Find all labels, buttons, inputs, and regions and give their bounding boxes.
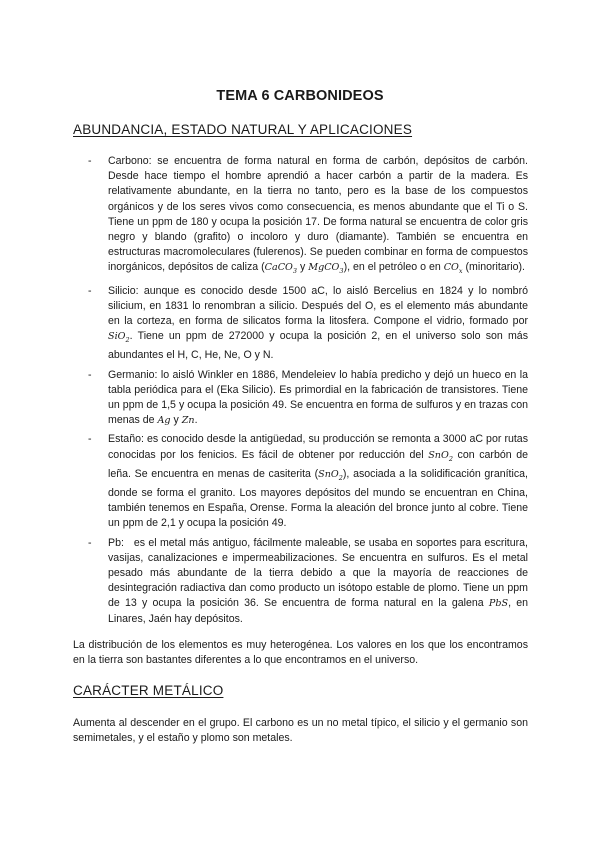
list-item-silicio: - Silicio: aunque es conocido desde 1500 aC, lo aisló Bercelius en 1824 y lo nombró silicium, en 1831 lo renombran a silicio. Después del O, es el elemento más abundante en la corteza, en forma de silicatos forma la litosfera. Compone el vidrio, formado por SiO$_2$. Tiene un ppm de 272000 y ocupa la posición 2, en el universo solo son más abundantes el H, C, He, Ne, O y N. xyxy=(88,284,528,362)
formula-sio2: SiO$_2$ xyxy=(108,331,130,345)
bullet-dash: - xyxy=(88,284,92,297)
list-item-germanio: - Germanio: lo aisló Winkler en 1886, Mendeleiev lo había predicho y dejó un hueco en la tabla periódica para el (Eka Silicio). Es primordial en la fabricación de transistores. Tiene un ppm de 1,5 y ocupa la posición 49. Se encuentra en forma de sulfuros y en trazas con menas de Ag y Zn. xyxy=(88,368,528,427)
formula-zn: Zn xyxy=(181,415,195,427)
bullet-dash: - xyxy=(88,155,92,167)
formula-caco3: CaCO$_3$ xyxy=(264,262,298,276)
list-item-estano: - Estaño: es conocido desde la antigüedad, su producción se remonta a 3000 aC por rutas conocidas por los fenicios. Es fácil de obtener por reducción del SnO$_2$ con carbón de leña. Se encuentra en menas de casiterita (SnO$_2$), asociada a la solidificación granítica, donde se forma el granito. Los mayores depósitos del mundo se encuentran en China, también tenemos en España, Orense. Forma la aleación del bronce junto al cobre. Tiene un ppm de 2,1 y ocupa la posición 49. xyxy=(88,433,528,530)
bullet-dash: - xyxy=(88,536,92,549)
bullet-dash: - xyxy=(88,368,92,381)
bullet-dash: - xyxy=(88,433,92,446)
list-item-plomo: - Pb: es el metal más antiguo, fácilmente maleable, se usaba en soportes para escritura, vasijas, canalizaciones e impermeabilizaciones. Se encuentra en sulfuros. Es el metal pesado más abundante de la tierra debido a que la mayoría de reacciones de desintegración radiactiva dan como producto un isótopo estable de plomo. Tiene un ppm de 13 y ocupa la posición 36. Se encuentra de forma natural en la galena PbS, en Linares, Jaén hay depósitos. xyxy=(88,536,528,625)
formula-pbs: PbS xyxy=(488,598,509,610)
document-title: TEMA 6 CARBONIDEOS xyxy=(216,88,384,104)
list-item-carbono: - Carbono: se encuentra de forma natural en forma de carbón, depósitos de carbón. Desde hace tiempo el hombre aprendió a hacer carbón a partir de la madera. Es relativamente abundante, en la tierra no tanto, pero es la base de los compuestos orgánicos y de los seres vivos como consecuencia, es menos abundante que el Ti o S. Tiene un ppm de 180 y ocupa la posición 17. De forma natural se encuentra de color gris negro y blando (grafito) o incoloro y duro (diamante). También se encuentra en estructuras macromoleculares (fulerenos). Se pueden combinar en forma de compuestos inorgánicos, depósitos de caliza (CaCO$_3$ y MgCO$_3$), en el petróleo o en $CO_x$ (minoritario). xyxy=(88,155,528,276)
formula-cox: $CO_x$ xyxy=(443,262,463,276)
distribution-paragraph: La distribución de los elementos es muy heterogénea. Los valores en los que los encontramos en la tierra son bastantes diferentes a lo que encontramos en el universo. xyxy=(73,639,528,667)
formula-sno2: SnO$_2$ xyxy=(428,449,453,463)
section-heading-metallic: CARÁCTER METÁLICO xyxy=(73,683,224,698)
formula-ag: Ag xyxy=(157,415,171,427)
metallic-paragraph: Aumenta al descender en el grupo. El carbono es un no metal típico, el silicio y el germanio son semimetales, y el estaño y plomo son metales. xyxy=(73,717,528,745)
formula-mgco3: MgCO$_3$ xyxy=(308,262,344,276)
element-list xyxy=(88,154,528,631)
section-heading-abundance: ABUNDANCIA, ESTADO NATURAL Y APLICACIONES xyxy=(73,122,413,137)
formula-sno2-casiterita: SnO$_2$ xyxy=(318,468,343,482)
